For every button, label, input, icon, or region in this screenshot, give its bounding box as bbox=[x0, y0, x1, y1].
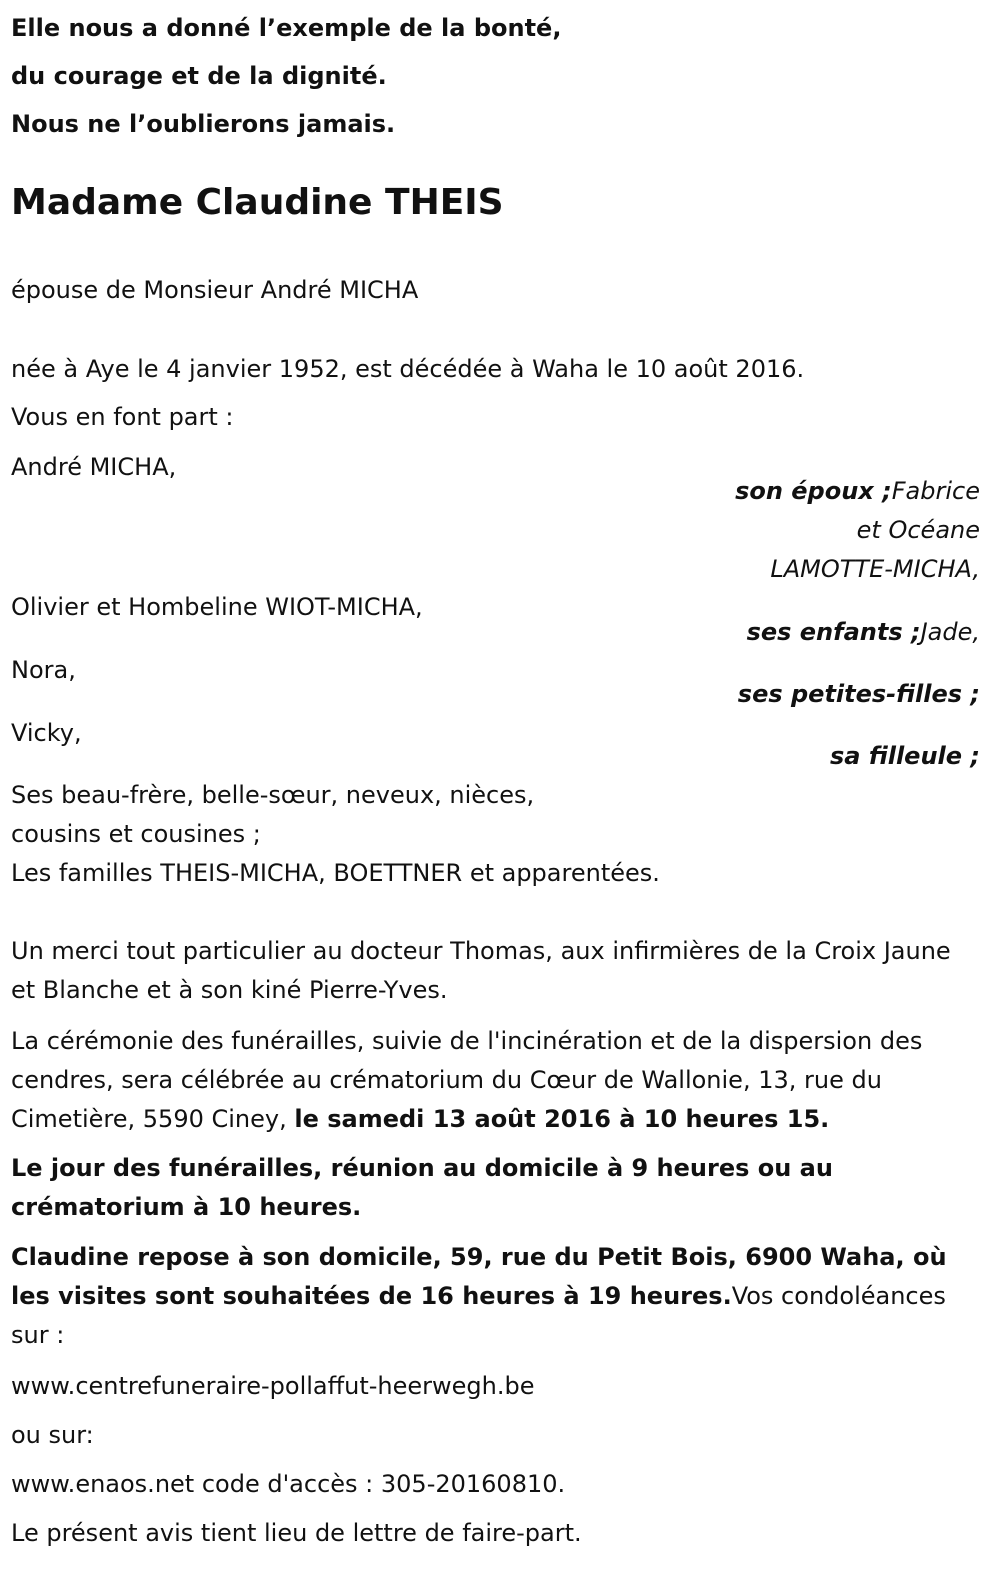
spouse-line: épouse de Monsieur André MICHA bbox=[11, 276, 419, 304]
meeting-paragraph: Le jour des funérailles, réunion au domicile à 9 heures ou au crématorium à 10 heures. bbox=[11, 1154, 833, 1221]
page-title: Madame Claudine THEIS bbox=[11, 182, 504, 223]
family-extended-2: cousins et cousines ; bbox=[11, 820, 261, 848]
relation-children-label: ses enfants ; bbox=[746, 618, 921, 646]
rest-condolences: Vos condoléances sur : bbox=[11, 1282, 946, 1349]
family-fabrice-line-2: et Océane bbox=[856, 516, 980, 544]
ceremony-paragraph bbox=[11, 1022, 976, 1139]
family-extended-1: Ses beau-frère, belle-sœur, neveux, nièces, bbox=[11, 781, 535, 809]
family-fabrice-line-3: LAMOTTE-MICHA, bbox=[770, 555, 980, 583]
relation-spouse-label: son époux ; bbox=[735, 477, 892, 505]
family-families: Les familles THEIS-MICHA, BOETTNER et apparentées. bbox=[11, 859, 660, 887]
announce-line: Vous en font part : bbox=[11, 403, 234, 431]
website-1[interactable]: www.centrefuneraire-pollaffut-heerwegh.be bbox=[11, 1372, 535, 1400]
ceremony-date: le samedi 13 août 2016 à 10 heures 15. bbox=[294, 1105, 830, 1133]
family-fabrice-line-1: Fabrice bbox=[891, 477, 980, 505]
intro-line-3: Nous ne l’oublierons jamais. bbox=[11, 110, 396, 138]
relation-goddaughter: sa filleule ; bbox=[830, 742, 980, 770]
relation-spouse bbox=[735, 477, 980, 505]
ceremony-text: La cérémonie des funérailles, suivie de l'incinération et de la dispersion des cendres, sera célébrée au crématorium du Cœur de Wallonie, 13, rue du Cimetière, 5590 Ciney, bbox=[11, 1027, 923, 1133]
footer-line: Le présent avis tient lieu de lettre de faire-part. bbox=[11, 1519, 582, 1547]
intro-line-1: Elle nous a donné l’exemple de la bonté, bbox=[11, 14, 562, 42]
family-jade: Jade, bbox=[920, 618, 980, 646]
family-olivier: Olivier et Hombeline WIOT-MICHA, bbox=[11, 593, 423, 621]
rest-bold: Claudine repose à son domicile, 59, rue du Petit Bois, 6900 Waha, où les visites sont souhaitées de 16 heures à 19 heures. bbox=[11, 1243, 947, 1310]
birth-death-line: née à Aye le 4 janvier 1952, est décédée à Waha le 10 août 2016. bbox=[11, 355, 805, 383]
relation-children bbox=[747, 618, 980, 646]
thanks-paragraph: Un merci tout particulier au docteur Thomas, aux infirmières de la Croix Jaune et Blanche et à son kiné Pierre-Yves. bbox=[11, 937, 951, 1004]
relation-granddaughters: ses petites-filles ; bbox=[737, 680, 980, 708]
intro-line-2: du courage et de la dignité. bbox=[11, 62, 387, 90]
family-andre: André MICHA, bbox=[11, 453, 177, 481]
family-vicky: Vicky, bbox=[11, 719, 82, 747]
website-2[interactable]: www.enaos.net code d'accès : 305-20160810. bbox=[11, 1470, 566, 1498]
rest-paragraph bbox=[11, 1238, 976, 1355]
family-nora: Nora, bbox=[11, 656, 76, 684]
or-on-line: ou sur: bbox=[11, 1421, 94, 1449]
